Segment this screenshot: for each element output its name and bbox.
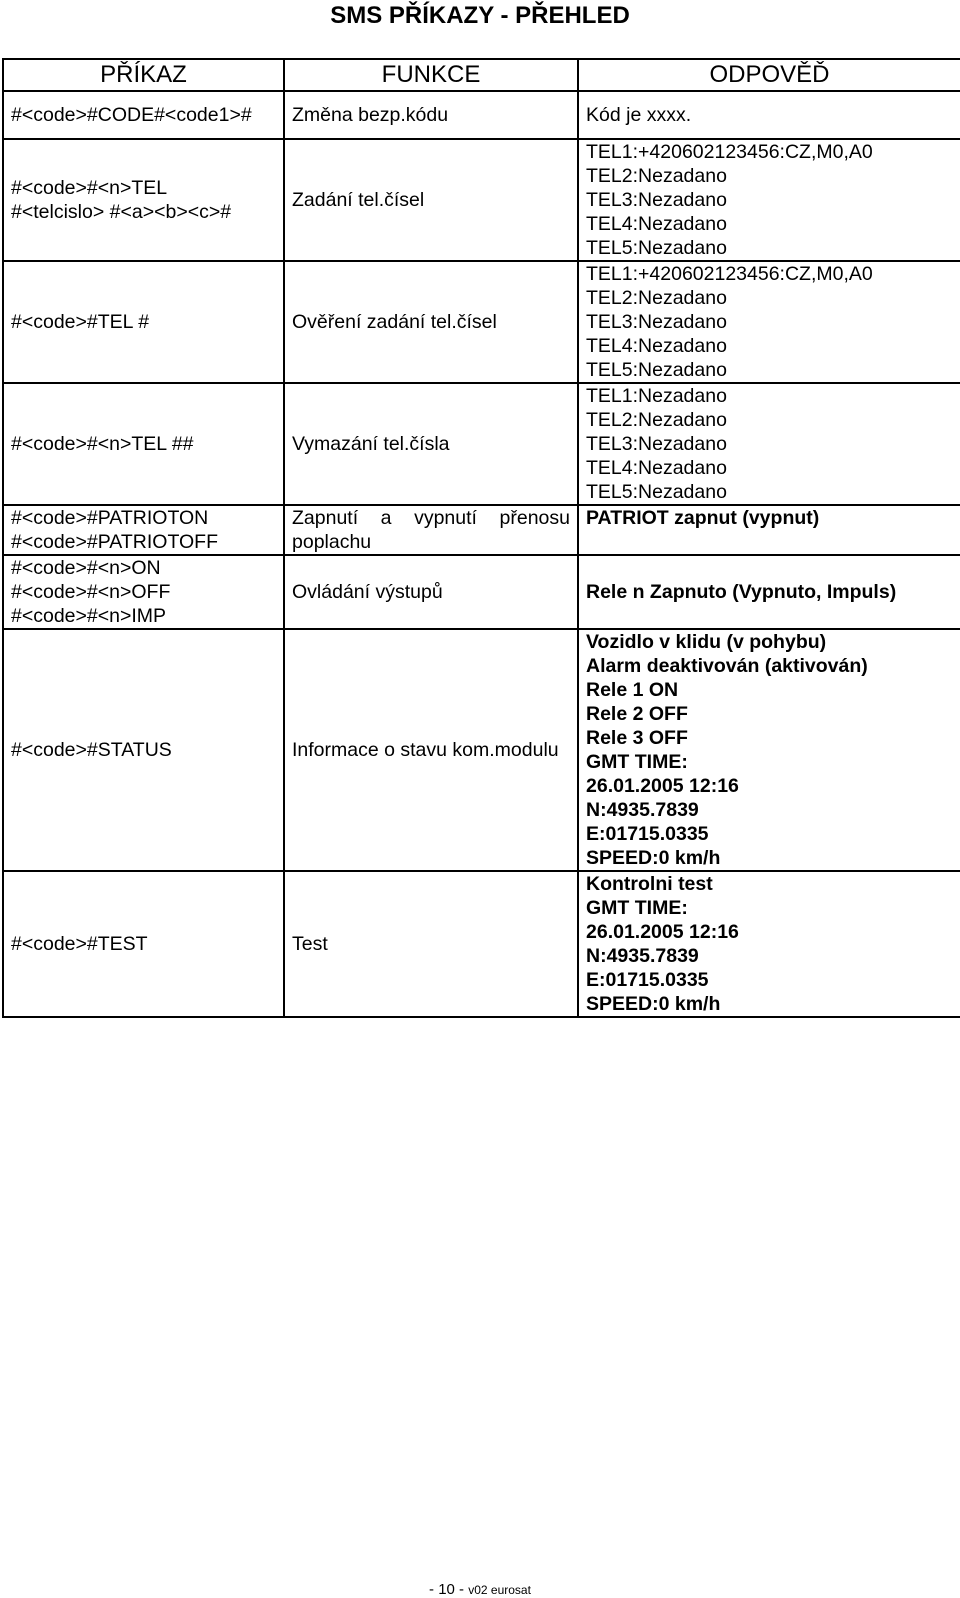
response-cell-line: SPEED:0 km/h [586,993,721,1015]
response-cell-line: TEL2:Nezadano [586,409,727,431]
table-row [3,555,960,629]
response-cell-line: TEL4:Nezadano [586,335,727,357]
page-title: SMS PŘÍKAZY - PŘEHLED [330,2,630,29]
command-cell [3,91,284,139]
response-cell [578,139,960,261]
response-cell-line: TEL4:Nezadano [586,457,727,479]
response-cell-line: Rele 1 ON [586,679,679,701]
function-cell [284,555,578,629]
response-cell-line: TEL5:Nezadano [586,359,727,381]
table-row [3,91,960,139]
function-cell [284,261,578,383]
table-row [3,261,960,383]
response-cell-line: Alarm deaktivován (aktivován) [586,655,868,677]
command-cell-line: #<code>#<n>IMP [11,605,167,627]
response-cell [578,555,960,629]
command-cell-line: #<code>#TEST [11,933,148,955]
function-cell-line: Test [292,933,328,955]
table-header-row [3,59,960,91]
response-cell-line: TEL1:+420602123456:CZ,M0,A0 [586,263,873,285]
response-cell-line: TEL2:Nezadano [586,165,727,187]
response-cell-line: TEL2:Nezadano [586,287,727,309]
response-cell-line: Kontrolni test [586,873,713,895]
table-row [3,629,960,871]
response-cell-line: N:4935.7839 [586,799,699,821]
page-number: - 10 - [429,1581,465,1598]
response-cell-line: GMT TIME: [586,897,688,919]
function-cell-line: Vymazání tel.čísla [292,433,450,455]
function-cell [284,629,578,871]
response-cell-line: TEL1:Nezadano [586,385,727,407]
command-cell-line: #<code>#<n>ON [11,557,161,579]
table-row [3,383,960,505]
command-cell-line: #<telcislo> #<a><b><c># [11,201,232,223]
function-cell-line: Změna bezp.kódu [292,104,449,126]
function-cell-line: Zapnutí a vypnutí přenosu poplachu [292,507,570,553]
response-cell-line: TEL5:Nezadano [586,481,727,503]
response-cell-line: TEL3:Nezadano [586,189,727,211]
response-cell [578,91,960,139]
header-function: FUNKCE [284,59,578,91]
table-row [3,505,960,555]
response-cell-line: 26.01.2005 12:16 [586,921,739,943]
command-cell-line: #<code>#TEL # [11,311,150,333]
response-cell-line: Rele n Zapnuto (Vypnuto, Impuls) [586,581,897,603]
page-footer [0,1583,960,1597]
function-cell [284,383,578,505]
function-cell-line: Informace o stavu kom.modulu [292,739,559,761]
response-cell [578,871,960,1017]
response-cell [578,261,960,383]
response-cell-line: N:4935.7839 [586,945,699,967]
response-cell-line: SPEED:0 km/h [586,847,721,869]
command-cell [3,139,284,261]
function-cell-line: Ovládání výstupů [292,581,443,603]
response-cell-line: TEL4:Nezadano [586,213,727,235]
document-version: v02 eurosat [468,1583,531,1597]
response-cell-line: Vozidlo v klidu (v pohybu) [586,631,827,653]
response-cell-line: GMT TIME: [586,751,688,773]
response-cell-line: E:01715.0335 [586,969,709,991]
response-cell-line: TEL3:Nezadano [586,433,727,455]
command-cell [3,261,284,383]
response-cell-line: 26.01.2005 12:16 [586,775,739,797]
response-cell-line: Rele 2 OFF [586,703,688,725]
function-cell [284,505,578,555]
header-response: ODPOVĚĎ [578,59,960,91]
response-cell-line: TEL3:Nezadano [586,311,727,333]
function-cell-line: Ověření zadání tel.čísel [292,311,497,333]
command-cell [3,383,284,505]
function-cell [284,139,578,261]
command-cell [3,505,284,555]
command-cell-line: #<code>#<n>TEL [11,177,168,199]
command-cell [3,871,284,1017]
response-cell-line: Kód je xxxx. [586,104,692,126]
response-cell-line: E:01715.0335 [586,823,709,845]
function-cell [284,871,578,1017]
header-command: PŘÍKAZ [3,59,284,91]
command-cell-line: #<code>#<n>OFF [11,581,171,603]
command-cell-line: #<code>#<n>TEL ## [11,433,194,455]
sms-commands-table [2,58,960,1018]
table-row [3,139,960,261]
response-cell-line: TEL5:Nezadano [586,237,727,259]
command-cell-line: #<code>#PATRIOTON [11,507,209,529]
response-cell [578,383,960,505]
response-cell-line: PATRIOT zapnut (vypnut) [586,507,820,529]
response-cell-line: TEL1:+420602123456:CZ,M0,A0 [586,141,873,163]
command-cell-line: #<code>#STATUS [11,739,172,761]
command-cell [3,555,284,629]
command-cell-line: #<code>#CODE#<code1># [11,104,252,126]
function-cell [284,91,578,139]
response-cell [578,629,960,871]
table-row [3,871,960,1017]
response-cell-line: Rele 3 OFF [586,727,688,749]
function-cell-line: Zadání tel.čísel [292,189,425,211]
command-cell-line: #<code>#PATRIOTOFF [11,531,218,553]
response-cell [578,505,960,555]
command-cell [3,629,284,871]
